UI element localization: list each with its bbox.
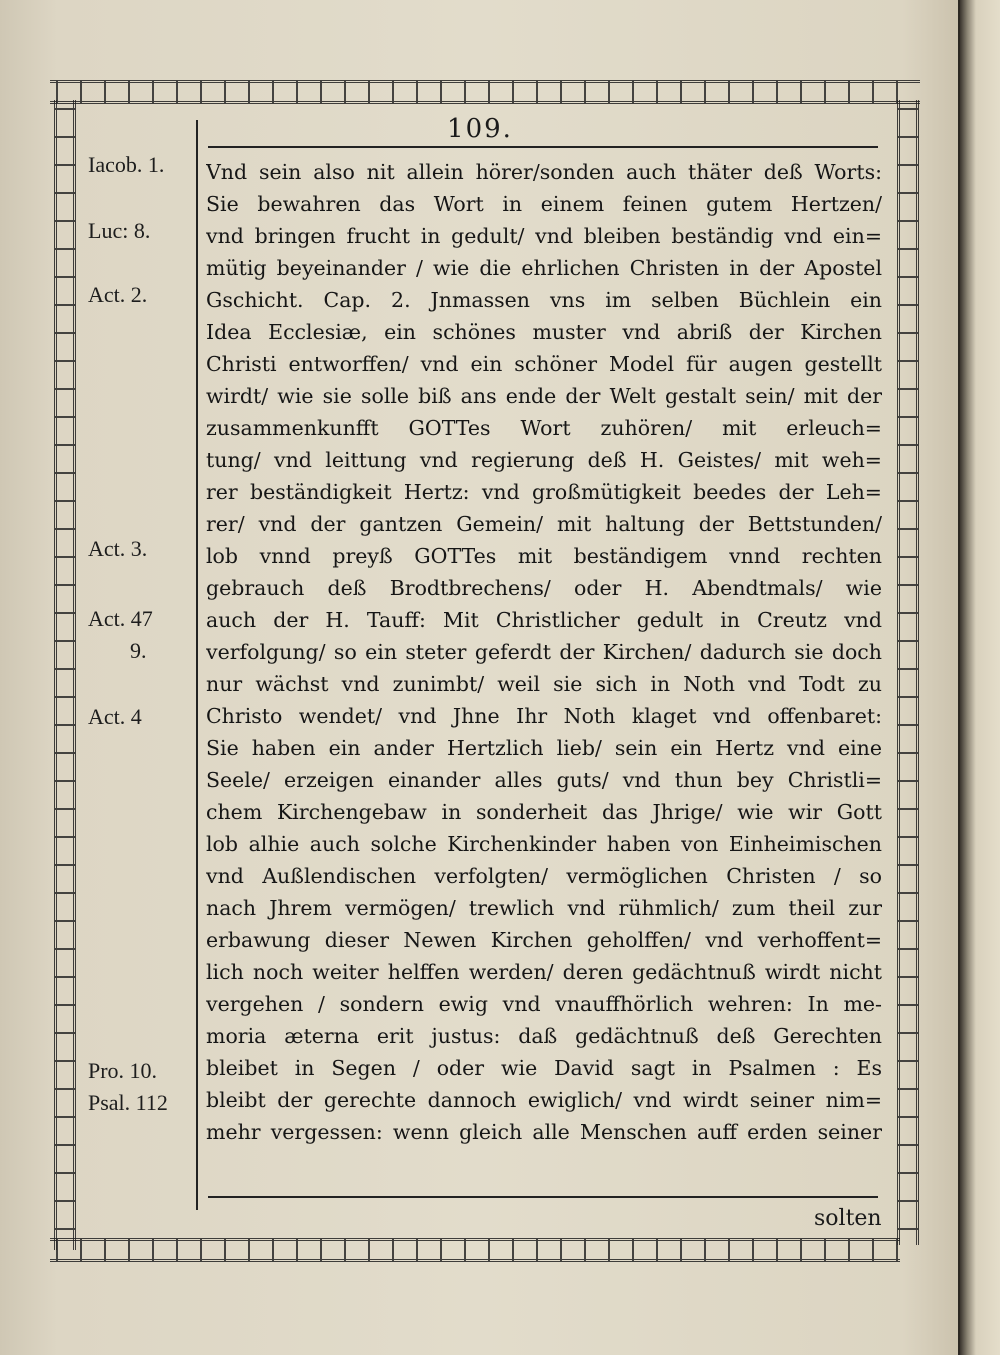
text-line: mehr vergessen: wenn gleich alle Menschen auff erden seiner [206, 1120, 882, 1144]
text-line: wirdt/ wie sie solle biß ans ende der Welt gestalt sein/ mit der [206, 384, 882, 408]
text-line: nach Jhrem vermögen/ trewlich vnd rühmlich/ zum theil zur [206, 896, 882, 920]
text-line: lob alhie auch solche Kirchenkinder haben von Einheimischen [206, 832, 882, 856]
text-line: vnd bringen frucht in gedult/ vnd bleiben beständig vnd ein= [206, 224, 882, 248]
ornamental-border-bottom [50, 1238, 900, 1262]
text-line: tung/ vnd leittung vnd regierung deß H. Geistes/ mit weh= [206, 448, 882, 472]
margin-note: Act. 4 [88, 704, 142, 729]
text-line: erbawung dieser Newen Kirchen geholffen/ vnd verhoffent= [206, 928, 882, 952]
text-line: Christo wendet/ vnd Jhne Ihr Noth klaget vnd offenbaret: [206, 704, 882, 728]
text-line: verfolgung/ so ein steter geferdt der Kirchen/ dadurch sie doch [206, 640, 882, 664]
text-line: lob vnnd preyß GOTTes mit beständigem vnnd rechten [206, 544, 882, 568]
text-line: rer/ vnd der gantzen Gemein/ mit haltung der Bettstunden/ [206, 512, 882, 536]
text-line: Seele/ erzeigen einander alles guts/ vnd thun bey Christli= [206, 768, 882, 792]
ornamental-border-left [54, 100, 76, 1250]
text-line: nur wächst vnd zunimbt/ weil sie sich in Noth vnd Todt zu [206, 672, 882, 696]
text-line: chem Kirchengebaw in sonderheit das Jhrige/ wie wir Gott [206, 800, 882, 824]
body-text [206, 156, 882, 1148]
text-line: bleibet in Segen / oder wie David sagt in Psalmen : Es [206, 1056, 882, 1080]
catchword: solten [814, 1206, 882, 1231]
text-line: Vnd sein also nit allein hörer/sonden auch thäter deß Worts: [206, 160, 882, 184]
facing-page-edge [960, 0, 1000, 1355]
margin-note: Psal. 112 [88, 1090, 168, 1115]
text-line: Gschicht. Cap. 2. Jnmassen vns im selben Büchlein ein [206, 288, 882, 312]
ornamental-border-top [50, 80, 920, 104]
text-line: vnd Außlendischen verfolgten/ vermöglichen Christen / so [206, 864, 882, 888]
header-rule [208, 146, 878, 148]
text-line: Idea Ecclesiæ, ein schönes muster vnd abriß der Kirchen [206, 320, 882, 344]
text-line: Sie haben ein ander Hertzlich lieb/ sein ein Hertz vnd eine [206, 736, 882, 760]
text-line: moria æterna erit justus: daß gedächtnuß deß Gerechten [206, 1024, 882, 1048]
text-line: zusammenkunfft GOTTes Wort zuhören/ mit erleuch= [206, 416, 882, 440]
text-line: rer beständigkeit Hertz: vnd großmütigkeit beedes der Leh= [206, 480, 882, 504]
text-line: Sie bewahren das Wort in einem feinen gutem Hertzen/ [206, 192, 882, 216]
text-line: gebrauch deß Brodtbrechens/ oder H. Abendtmals/ wie [206, 576, 882, 600]
text-line: auch der H. Tauff: Mit Christlicher gedult in Creutz vnd [206, 608, 882, 632]
page-number: 109. [447, 114, 513, 144]
margin-divider-line [196, 120, 198, 1210]
margin-note: Act. 47 [88, 606, 153, 631]
text-line: bleibt der gerechte dannoch ewiglich/ vnd wirdt seiner nim= [206, 1088, 882, 1112]
ornamental-border-right [897, 100, 919, 1245]
text-line: Christi entworffen/ vnd ein schöner Model für augen gestellt [206, 352, 882, 376]
margin-note: 9. [130, 638, 147, 663]
margin-note: Pro. 10. [88, 1058, 158, 1083]
text-line: lich noch weiter helffen werden/ deren gedächtnuß wirdt nicht [206, 960, 882, 984]
margin-note: Iacob. 1. [88, 152, 165, 177]
margin-note: Luc: 8. [88, 218, 151, 243]
text-line: mütig beyeinander / wie die ehrlichen Christen in der Apostel [206, 256, 882, 280]
footer-rule [208, 1196, 878, 1198]
text-line: vergehen / sondern ewig vnd vnauffhörlich wehren: In me- [206, 992, 882, 1016]
margin-note: Act. 2. [88, 282, 148, 307]
margin-note: Act. 3. [88, 536, 148, 561]
